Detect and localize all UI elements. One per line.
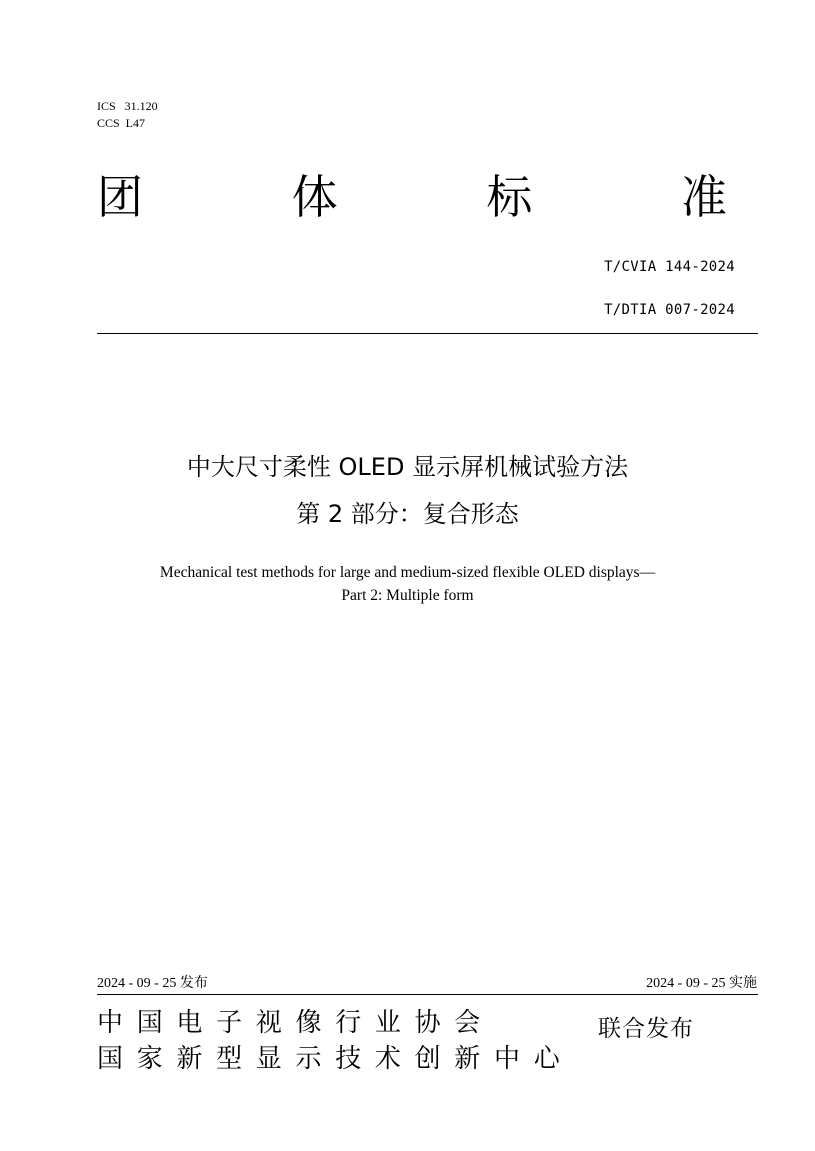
joint-issue-label: 联合发布	[598, 1016, 694, 1042]
chinese-title-line-1: 中大尺寸柔性 OLED 显示屏机械试验方法	[186, 453, 629, 481]
header-divider	[97, 333, 758, 334]
chinese-title-line-2: 第 2 部分：复合形态	[296, 500, 519, 528]
footer-divider	[97, 994, 758, 995]
english-title-line-1: Mechanical test methods for large and medium-sized flexible OLED displays—	[159, 564, 656, 581]
issuer-org-1: 中国电子视像行业协会	[97, 1008, 495, 1038]
publish-date: 2024 - 09 - 25 发布	[97, 976, 208, 991]
english-title-line-2: Part 2: Multiple form	[341, 587, 474, 604]
standard-number-dtia: T/DTIA 007-2024	[604, 302, 735, 318]
ccs-code: CCS L47	[97, 116, 146, 130]
document-type-char-4: 准	[680, 170, 727, 224]
document-type-char-2: 体	[291, 170, 338, 224]
classification-codes	[97, 98, 158, 132]
standard-number-cvia: T/CVIA 144-2024	[604, 259, 735, 275]
document-type-title	[97, 162, 727, 232]
document-type-char-3: 标	[486, 170, 533, 224]
document-type-char-1: 团	[97, 170, 143, 224]
issuer-org-2: 国家新型显示技术创新中心	[97, 1044, 574, 1074]
implement-date: 2024 - 09 - 25 实施	[646, 976, 757, 991]
ics-code: ICS 31.120	[97, 99, 158, 113]
